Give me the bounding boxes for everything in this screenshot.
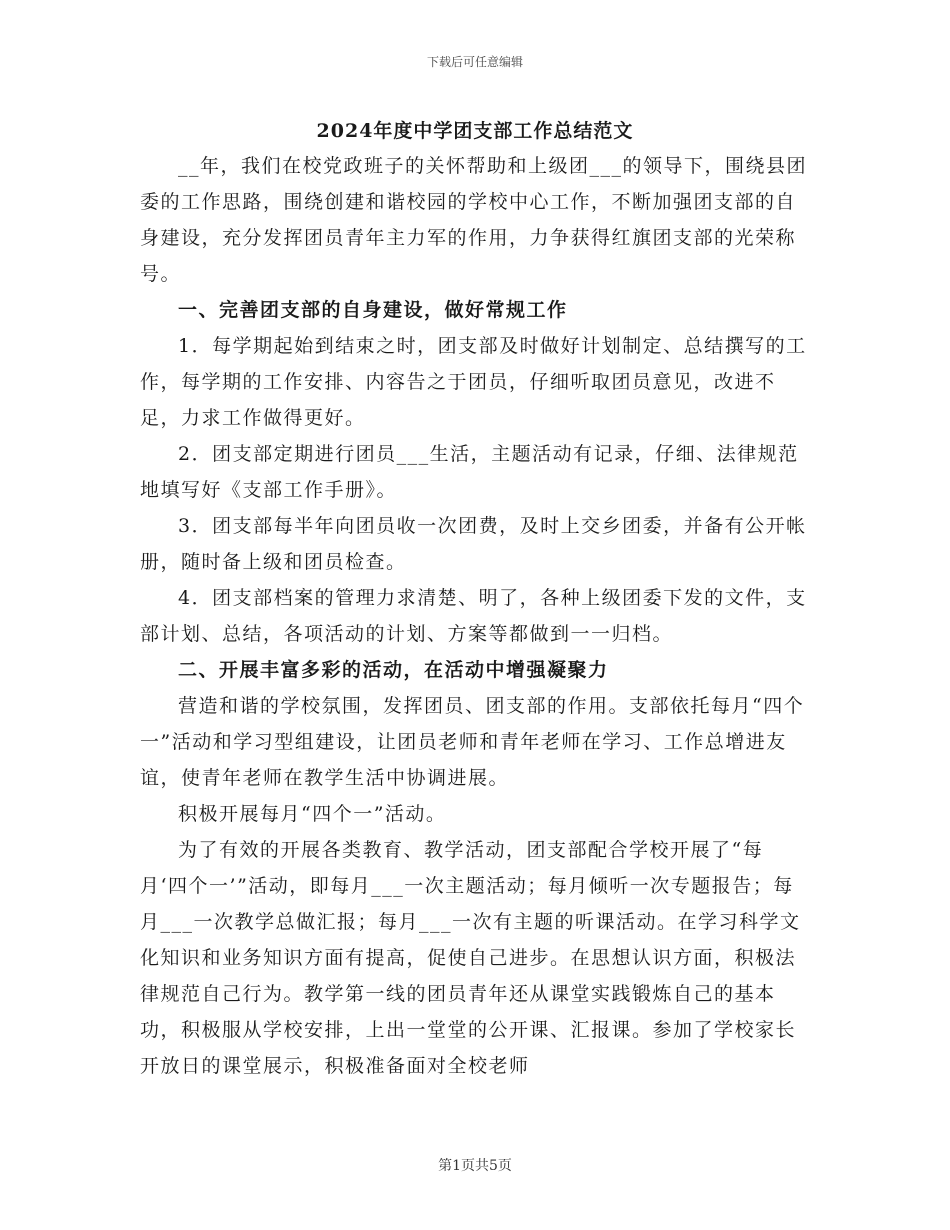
section-heading-1: 一、完善团支部的自身建设，做好常规工作	[178, 299, 568, 321]
list-item-2: 2．团支部定期进行团员___生活，主题活动有记录，仔细、法律规范地填写好《支部工作手册》。	[140, 443, 799, 501]
section2-paragraph-3: 为了有效的开展各类教育、教学活动，团支部配合学校开展了“每月‘四个一’”活动，即每月___一次主题活动；每月倾听一次专题报告；每月___一次教学总做汇报；每月___一次有主题的听课活动。在学习科学文化知识和业务知识方面有提高，促使自己进步。在思想认识方面，积极法律规范自己行为。教学第一线的团员青年还从课堂实践锻炼自己的基本功，积极服从学校安排，上出一堂堂的公开课、汇报课。参加了学校家长开放日的课堂展示，积极准备面对全校老师	[140, 839, 801, 1077]
list-item-3: 3．团支部每半年向团员收一次团费，及时上交乡团委，并备有公开帐册，随时备上级和团员检查。	[140, 515, 807, 573]
document-body	[140, 148, 810, 1084]
section2-paragraph-2: 积极开展每月“四个一”活动。	[178, 803, 447, 825]
document-title: 2024年度中学团支部工作总结范文	[316, 120, 634, 142]
page-footer: 第1页共5页	[438, 1158, 512, 1174]
intro-paragraph: __年，我们在校党政班子的关怀帮助和上级团___的领导下，围绕县团委的工作思路，围绕创建和谐校园的学校中心工作，不断加强团支部的自身建设，充分发挥团员青年主力军的作用，力争获得红旗团支部的光荣称号。	[140, 155, 808, 285]
list-item-1: 1．每学期起始到结束之时，团支部及时做好计划制定、总结撰写的工作，每学期的工作安排、内容告之于团员，仔细听取团员意见，改进不足，力求工作做得更好。	[140, 335, 807, 429]
list-item-4: 4．团支部档案的管理力求清楚、明了，各种上级团委下发的文件，支部计划、总结，各项活动的计划、方案等都做到一一归档。	[140, 587, 807, 645]
section-heading-2: 二、开展丰富多彩的活动，在活动中增强凝聚力	[178, 659, 609, 681]
section2-paragraph-1: 营造和谐的学校氛围，发挥团员、团支部的作用。支部依托每月“四个一”活动和学习型组建设，让团员老师和青年老师在学习、工作总增进友谊，使青年老师在教学生活中协调进展。	[140, 695, 805, 789]
header-note: 下载后可任意编辑	[426, 55, 523, 69]
